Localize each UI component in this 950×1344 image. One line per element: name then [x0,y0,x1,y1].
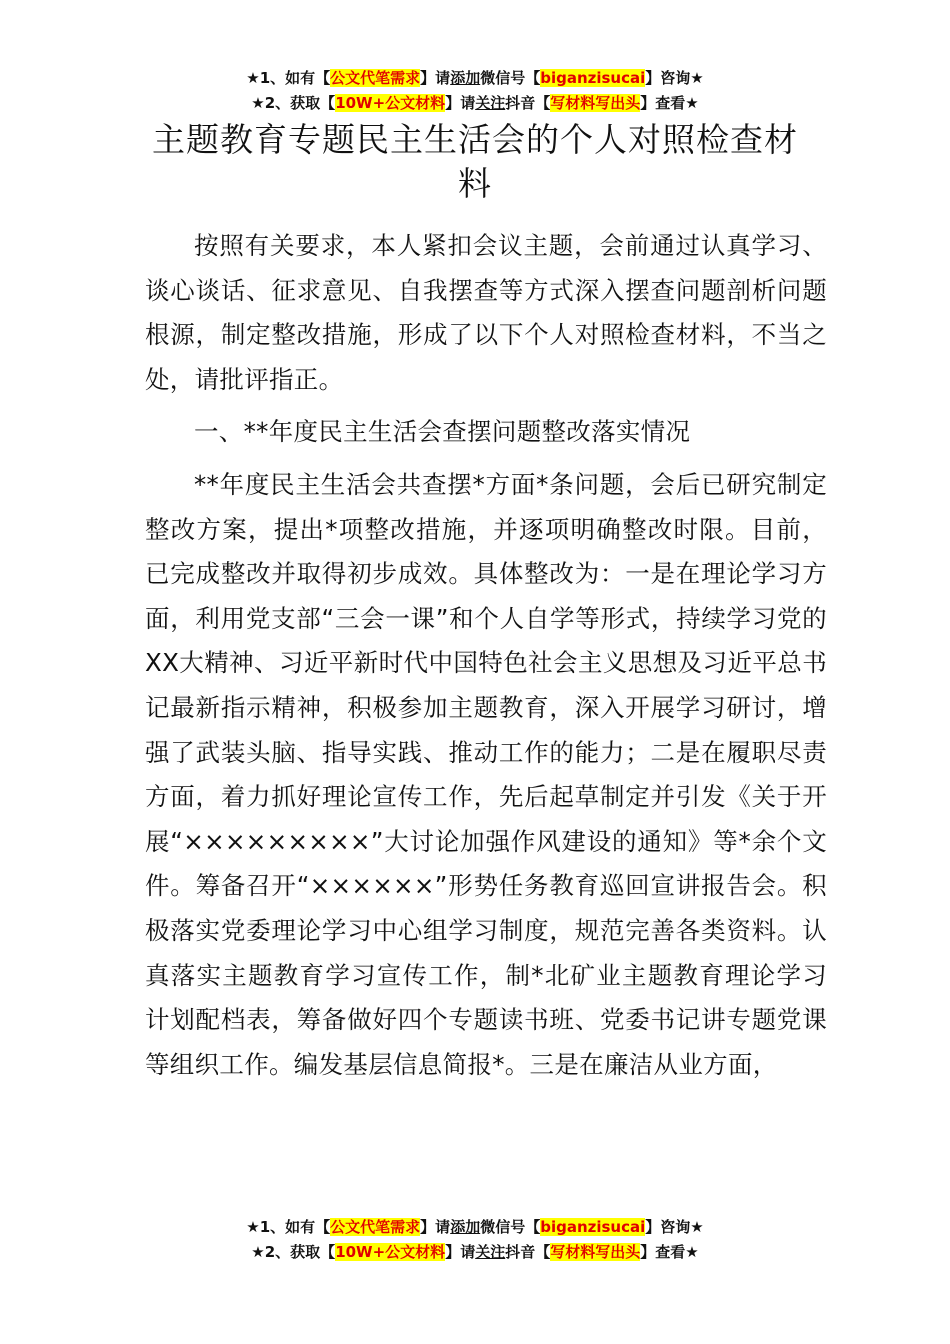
banner-highlight-wechat: biganzisucai [540,1218,646,1236]
banner-highlight: 10W+公文材料 [335,1243,446,1261]
banner-line-2 [0,1240,950,1265]
banner-text: 】咨询★ [645,1218,704,1236]
intro-paragraph: 按照有关要求，本人紧扣会议主题，会前通过认真学习、谈心谈话、征求意见、自我摆查等方式深入摆查问题剖析问题根源，制定整改措施，形成了以下个人对照检查材料，不当之处，请批评指正。 [145,231,827,394]
section-heading: 一、**年度民主生活会查摆问题整改落实情况 [194,417,691,447]
banner-underlined: 添加 [450,69,481,87]
banner-highlight: 公文代笔需求 [330,69,421,87]
banner-text: 抖音【 [505,94,551,112]
banner-text: ★1、如有【 [246,69,331,87]
banner-underlined: 添加 [450,1218,481,1236]
banner-text: 微信号【 [480,69,541,87]
banner-text: ★2、获取【 [251,1243,336,1261]
banner-highlight: 10W+公文材料 [335,94,446,112]
document-body [145,224,827,1087]
banner-line-2 [0,91,950,116]
banner-text: 】查看★ [640,1243,699,1261]
banner-text: 微信号【 [480,1218,541,1236]
banner-highlight-wechat: biganzisucai [540,69,646,87]
document-title: 主题教育专题民主生活会的个人对照检查材料 [152,120,798,203]
banner-text: 】请 [445,1243,476,1261]
banner-underlined: 关注 [475,94,506,112]
section-paragraph: **年度民主生活会共查摆*方面*条问题，会后已研究制定整改方案，提出*项整改措施，并逐项明确整改时限。目前，已完成整改并取得初步成效。具体整改为：一是在理论学习方面，利用党支部“三会一课”和个人自学等形式，持续学习党的XX大精神、习近平新时代中国特色社会主义思想及习近平总书记最新指示精神，积极参加主题教育，深入开展学习研讨，增强了武装头脑、指导实践、推动工作的能力；二是在履职尽责方面，着力抓好理论宣传工作，先后起草制定并引发《关于开展“×××××××××”大讨论加强作风建设的通知》等*余个文件。筹备召开“××××××”形势任务教育巡回宣讲报告会。积极落实党委理论学习中心组学习制度，规范完善各类资料。认真落实主题教育学习宣传工作，制*北矿业主题教育理论学习计划配档表，筹备做好四个专题读书班、党委书记讲专题党课等组织工作。编发基层信息简报*。三是在廉洁从业方面， [145,469,827,1079]
banner-line-1 [0,66,950,91]
banner-text: ★1、如有【 [246,1218,331,1236]
banner-highlight: 公文代笔需求 [330,1218,421,1236]
banner-highlight-douyin: 写材料写出头 [550,94,641,112]
banner-text: 】请 [420,69,451,87]
banner-underlined: 关注 [475,1243,506,1261]
footer-banner [0,1215,950,1265]
banner-line-1 [0,1215,950,1240]
banner-text: ★2、获取【 [251,94,336,112]
banner-text: 】查看★ [640,94,699,112]
banner-highlight-douyin: 写材料写出头 [550,1243,641,1261]
banner-text: 】请 [420,1218,451,1236]
banner-text: 】请 [445,94,476,112]
header-banner [0,66,950,116]
banner-text: 抖音【 [505,1243,551,1261]
banner-text: 】咨询★ [645,69,704,87]
